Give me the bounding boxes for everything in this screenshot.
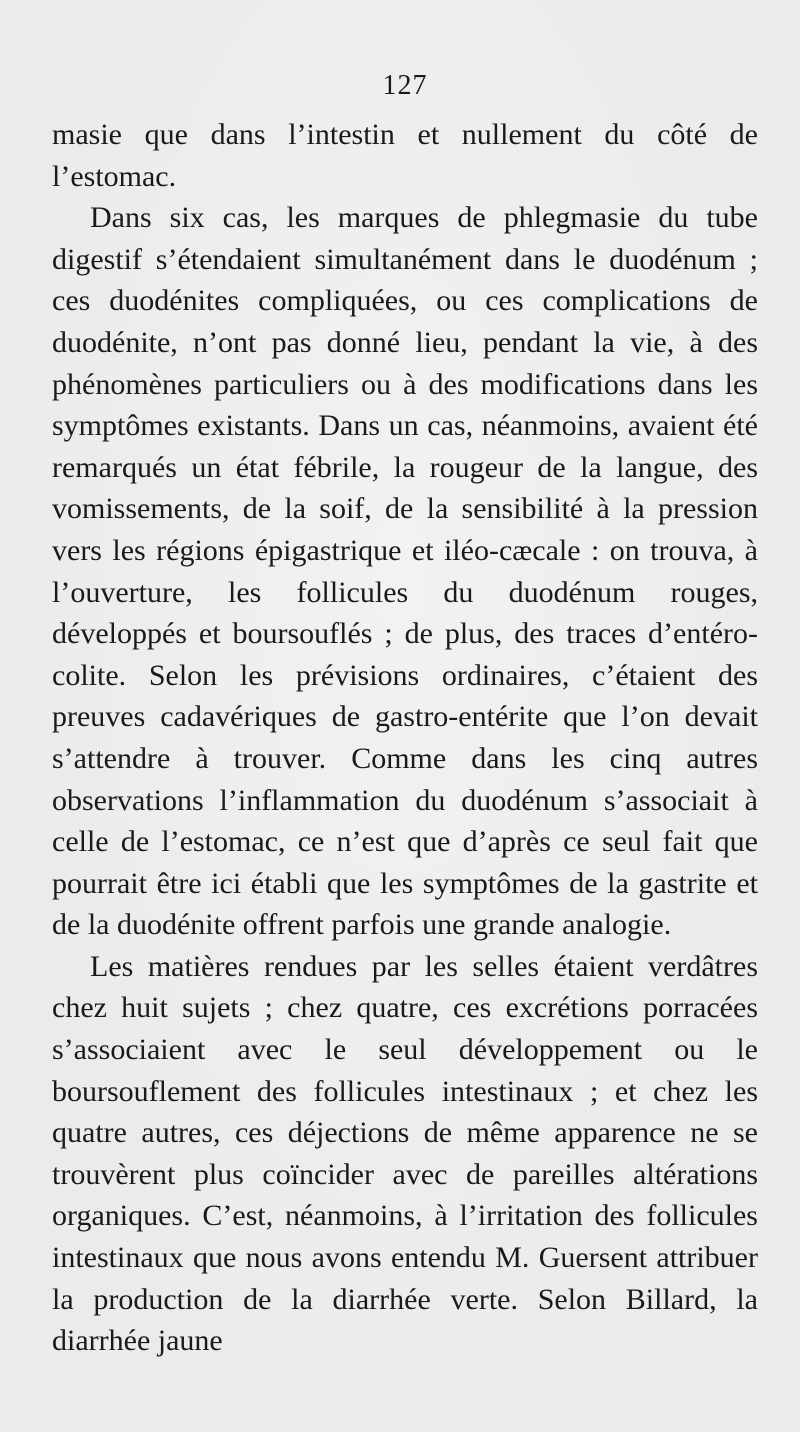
paragraph-matieres: Les matières rendues par les selles étaient verdâtres chez huit sujets ; chez quatre, ces excrétions porracées s’associaient avec le seul développement ou le boursouflement des follicules intestinaux ; et chez les quatre autres, ces déjections de même apparence ne se trouvèrent plus coïncider avec de pareilles altérations organiques. C’est, néanmoins, à l’irritation des follicules intestinaux que nous avons entendu M. Guersent attribuer la production de la diarrhée verte. Selon Billard, la diarrhée jaune: [52, 949, 758, 1358]
paragraph-duodenite: Dans six cas, les marques de phlegmasie du tube digestif s’étendaient simultanément dans le duodénum ; ces duodénites compliquées, ou ces complications de duodénite, n’ont pas donné lieu, pendant la vie, à des phénomènes particuliers ou à des modifications dans les symptômes existants. Dans un cas, néanmoins, avaient été remarqués un état fébrile, la rougeur de la langue, des vomissements, de la soif, de la sensibilité à la pression vers les régions épigastrique et iléo-cæcale : on trouva, à l’ouverture, les follicules du duodénum rouges, développés et boursouflés ; de plus, des traces d’entéro-colite. Selon les prévisions ordinaires, c’étaient des preuves cadavériques de gastro-entérite que l’on devait s’attendre à trouver. Comme dans les cinq autres observations l’inflammation du duodénum s’associait à celle de l’estomac, ce n’est que d’après ce seul fait que pourrait être ici établi que les symptômes de la gastrite et de la duodénite offrent parfois une grande analogie.: [52, 201, 758, 942]
page-number: 127: [382, 70, 428, 101]
paragraph-continued: masie que dans l’intestin et nullement du côté de l’estomac.: [52, 118, 758, 193]
